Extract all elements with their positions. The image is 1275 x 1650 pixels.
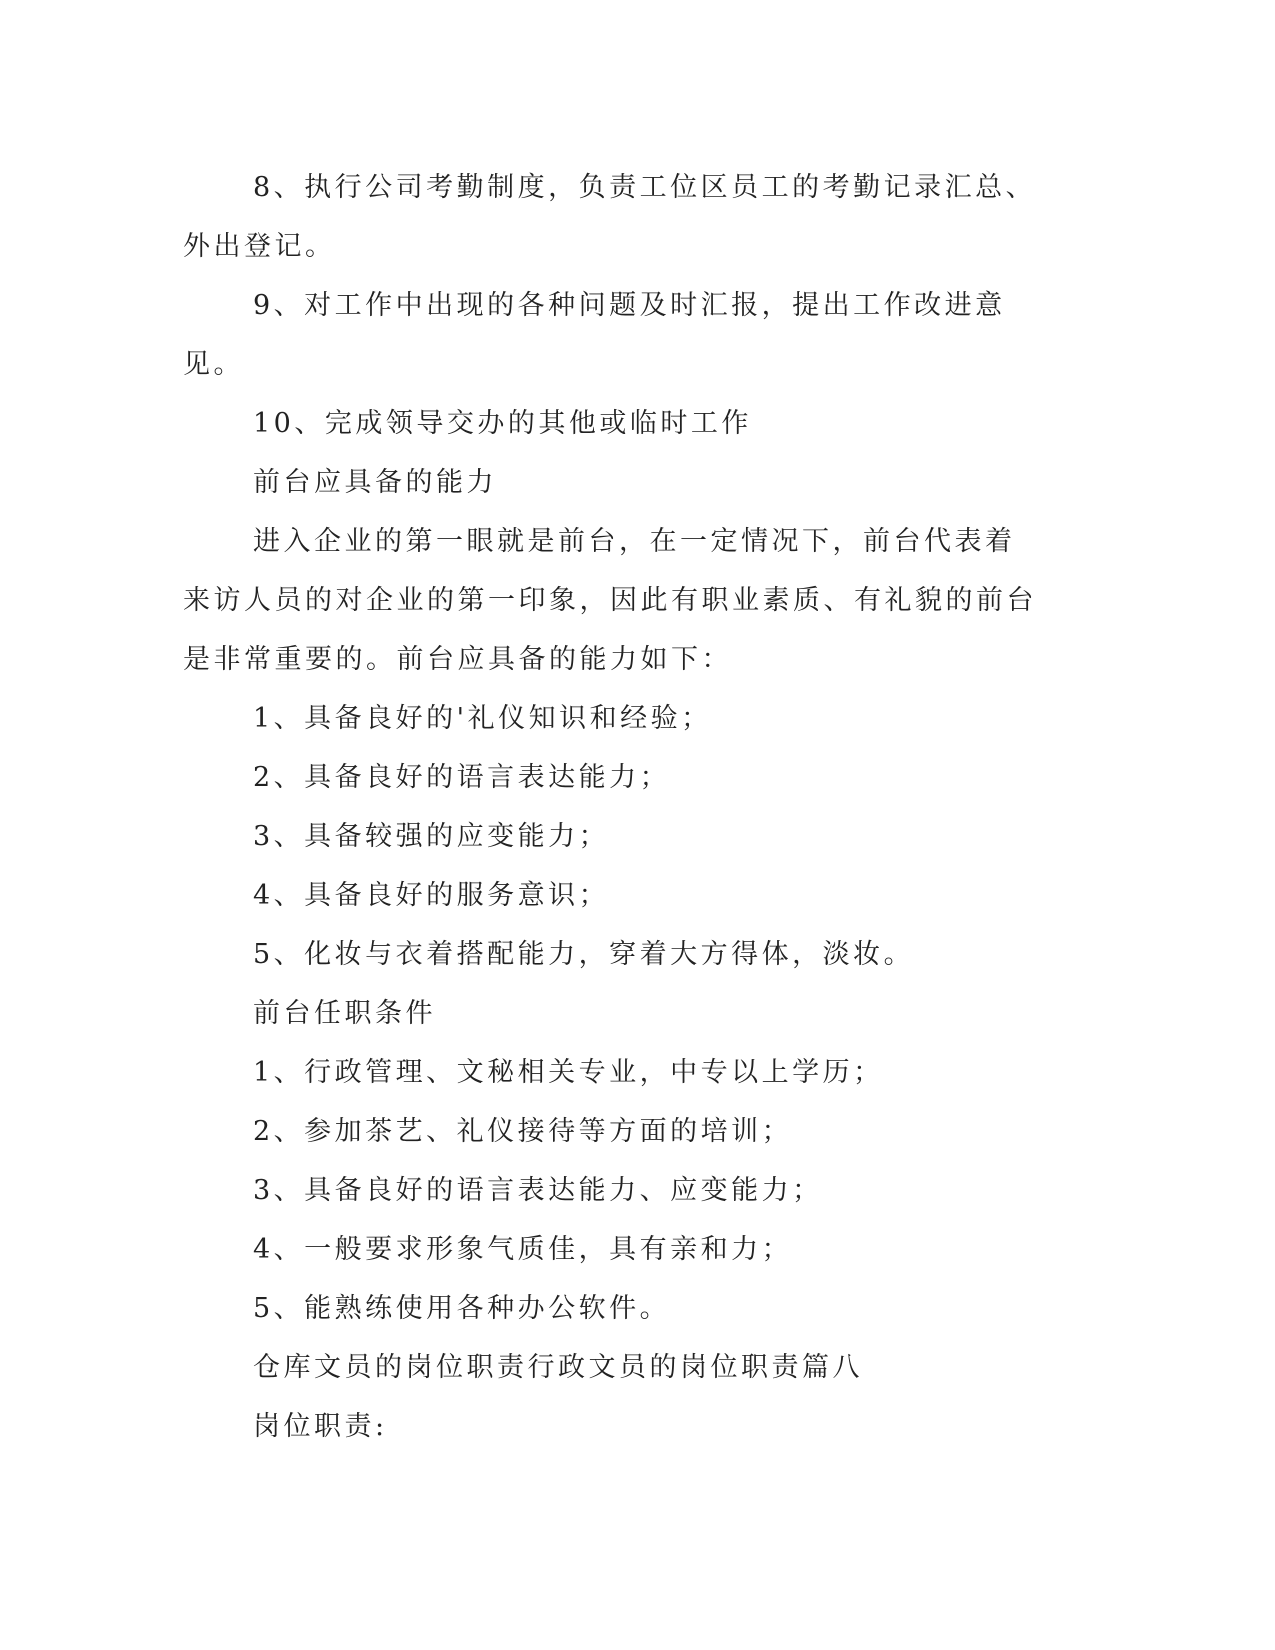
document-body <box>183 158 1043 1456</box>
list-item-requirement-2: 2、参加茶艺、礼仪接待等方面的培训； <box>253 1116 793 1147</box>
list-item-ability-2: 2、具备良好的语言表达能力； <box>253 762 671 793</box>
list-item-requirement-3: 3、具备良好的语言表达能力、应变能力； <box>253 1175 823 1206</box>
section-heading-front-desk-requirements: 前台任职条件 <box>253 998 436 1029</box>
paragraph-attendance-duty: 8、执行公司考勤制度，负责工位区员工的考勤记录汇总、外出登记。 <box>183 172 1037 262</box>
list-item-ability-3: 3、具备较强的应变能力； <box>253 821 610 852</box>
list-item-ability-1: 1、具备良好的'礼仪知识和经验； <box>253 703 712 734</box>
list-item-requirement-4: 4、一般要求形象气质佳，具有亲和力； <box>253 1234 793 1265</box>
paragraph-front-desk-intro: 进入企业的第一眼就是前台，在一定情况下，前台代表着来访人员的对企业的第一印象，因此有职业素质、有礼貌的前台是非常重要的。前台应具备的能力如下： <box>183 526 1037 675</box>
section-heading-job-duties: 岗位职责: <box>253 1411 388 1442</box>
section-heading-front-desk-abilities: 前台应具备的能力 <box>253 467 497 498</box>
list-item-ability-5: 5、化妆与衣着搭配能力，穿着大方得体，淡妆。 <box>253 939 915 970</box>
list-item-ability-4: 4、具备良好的服务意识； <box>253 880 610 911</box>
section-heading-part-eight: 仓库文员的岗位职责行政文员的岗位职责篇八 <box>253 1352 863 1383</box>
paragraph-report-issues: 9、对工作中出现的各种问题及时汇报，提出工作改进意见。 <box>183 290 1006 380</box>
list-item-requirement-5: 5、能熟练使用各种办公软件。 <box>253 1293 671 1324</box>
paragraph-other-tasks: 10、完成领导交办的其他或临时工作 <box>253 408 752 439</box>
list-item-requirement-1: 1、行政管理、文秘相关专业，中专以上学历； <box>253 1057 884 1088</box>
